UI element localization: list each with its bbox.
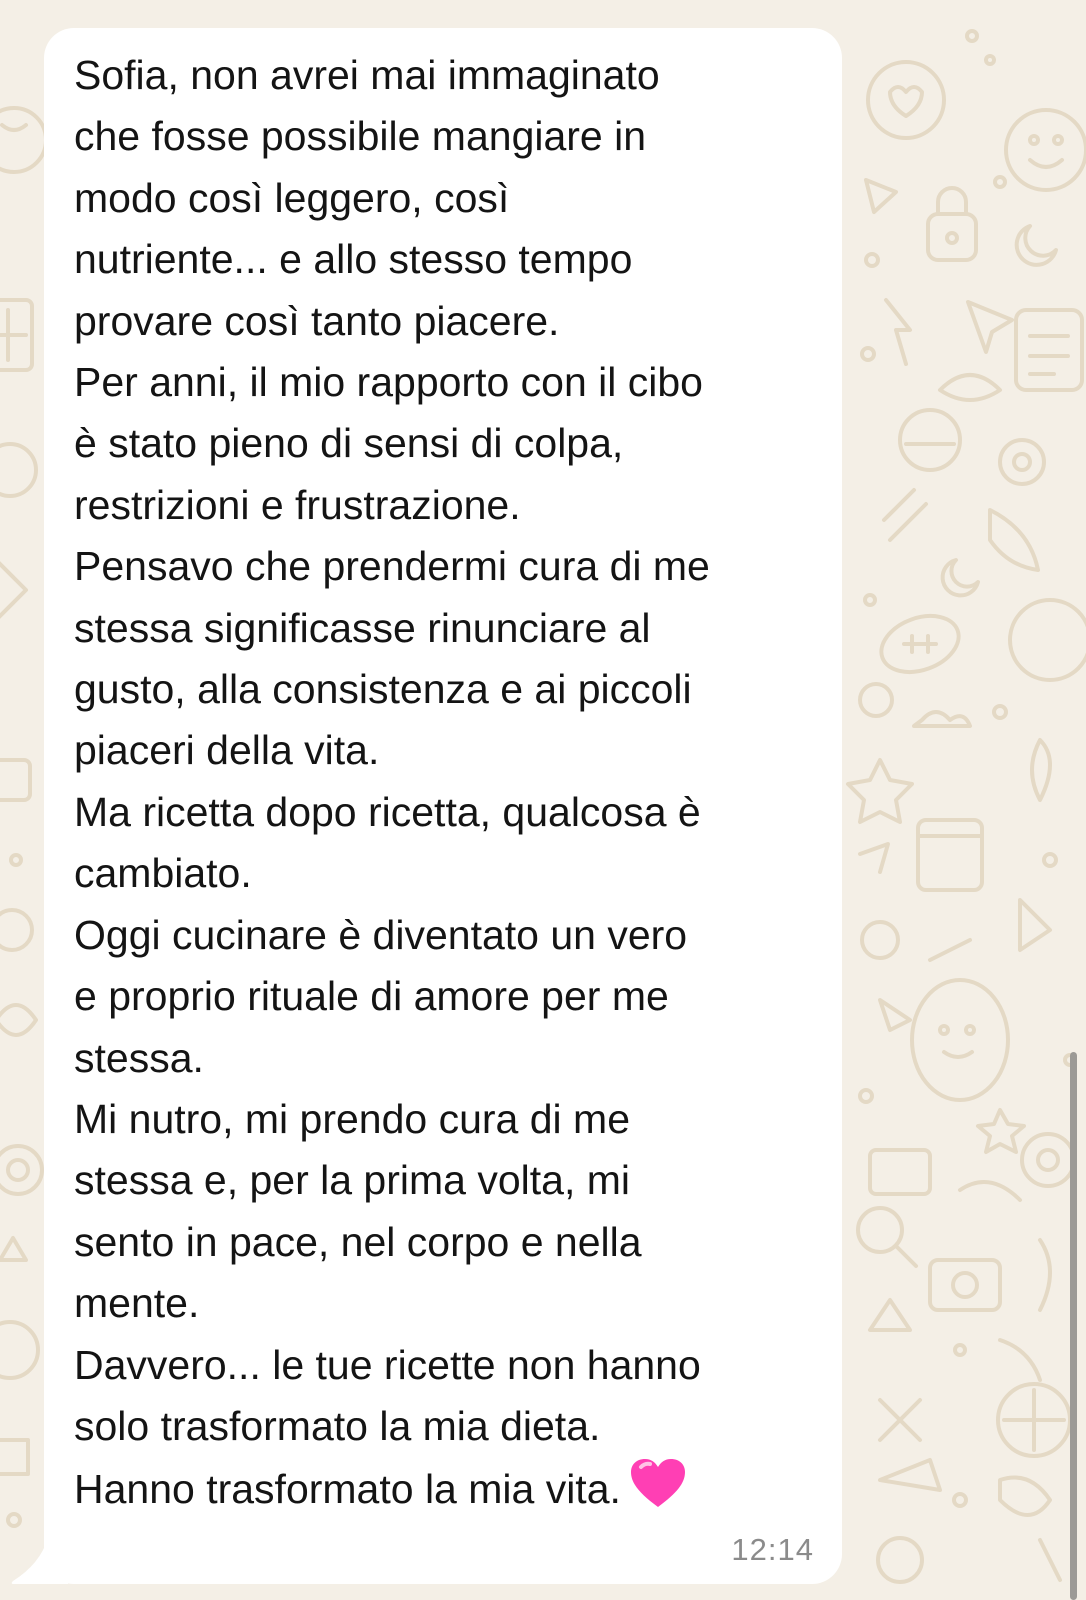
incoming-message-bubble[interactable] — [44, 28, 842, 1584]
message-line: sento in pace, nel corpo e nella — [74, 1218, 642, 1265]
message-line: provare così tanto piacere. — [74, 297, 560, 344]
scrollbar[interactable] — [1070, 1052, 1077, 1600]
message-line: Pensavo che prendermi cura di me — [74, 543, 710, 590]
message-line: stessa e, per la prima volta, mi — [74, 1157, 630, 1204]
message-line: piaceri della vita. — [74, 727, 380, 774]
message-line-last-text: Hanno trasformato la mia vita. — [74, 1466, 621, 1513]
message-line: Mi nutro, mi prendo cura di me — [74, 1095, 631, 1142]
message-line: mente. — [74, 1280, 200, 1327]
message-line: che fosse possibile mangiare in — [74, 113, 647, 160]
message-line: Per anni, il mio rapporto con il cibo — [74, 359, 703, 406]
message-line: Sofia, non avrei mai immaginato — [74, 52, 660, 98]
message-line: stessa. — [74, 1034, 204, 1081]
message-line: Ma ricetta dopo ricetta, qualcosa è — [74, 788, 701, 835]
message-line-last — [74, 1457, 834, 1520]
message-line: nutriente... e allo stesso tempo — [74, 236, 633, 283]
pink-heart-icon — [629, 1457, 687, 1509]
message-line: solo trasformato la mia dieta. — [74, 1402, 601, 1449]
message-line: Davvero... le tue ricette non hanno — [74, 1341, 701, 1388]
message-line: stessa significasse rinunciare al — [74, 604, 651, 651]
message-line: cambiato. — [74, 850, 252, 897]
message-text — [74, 45, 834, 1521]
message-line: è stato pieno di sensi di colpa, — [74, 420, 624, 467]
message-line: gusto, alla consistenza e ai piccoli — [74, 666, 692, 713]
message-line: restrizioni e frustrazione. — [74, 481, 521, 528]
message-line: modo così leggero, così — [74, 174, 510, 221]
message-timestamp: 12:14 — [731, 1532, 814, 1567]
message-line: Oggi cucinare è diventato un vero — [74, 911, 688, 958]
message-line: e proprio rituale di amore per me — [74, 973, 669, 1020]
